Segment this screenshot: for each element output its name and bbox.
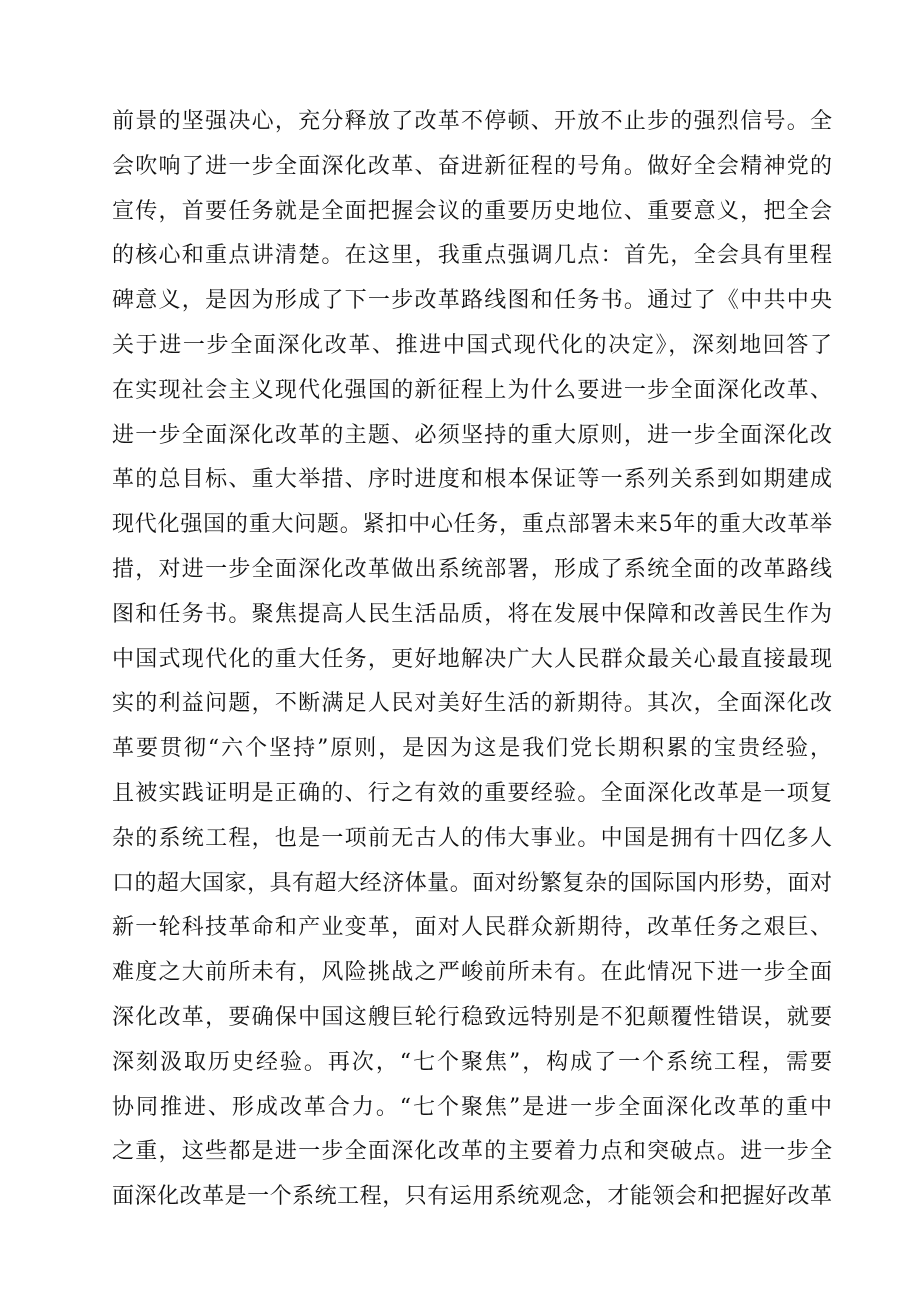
text-line: 新一轮科技革命和产业变革，面对人民群众新期待，改革任务之艰巨、: [112, 915, 832, 941]
text-line: 之重，这些都是进一步全面深化改革的主要着力点和突破点。进一步全: [112, 1139, 832, 1165]
text-line: 中国式现代化的重大任务，更好地解决广大人民群众最关心最直接最现: [112, 646, 832, 672]
text-line: 革的总目标、重大举措、序时进度和根本保证等一系列关系到如期建成: [112, 467, 832, 493]
text-line: 进一步全面深化改革的主题、必须坚持的重大原则，进一步全面深化改: [112, 422, 832, 448]
text-line: 深刻汲取历史经验。再次，“七个聚焦”，构成了一个系统工程，需要: [112, 1049, 832, 1075]
text-line: 面深化改革是一个系统工程，只有运用系统观念，才能领会和把握好改革: [112, 1184, 832, 1210]
text-line: 在实现社会主义现代化强国的新征程上为什么要进一步全面深化改革、: [112, 377, 832, 403]
text-line: 关于进一步全面深化改革、推进中国式现代化的决定》，深刻地回答了: [112, 332, 832, 358]
text-line: 碑意义，是因为形成了下一步改革路线图和任务书。通过了《中共中央: [112, 288, 832, 314]
text-line: 前景的坚强决心，充分释放了改革不停顿、开放不止步的强烈信号。全: [112, 109, 832, 134]
text-line: 的核心和重点讲清楚。在这里，我重点强调几点：首先，全会具有里程: [112, 243, 832, 269]
text-line: 实的利益问题，不断满足人民对美好生活的新期待。其次，全面深化改: [112, 691, 832, 717]
text-line: 深化改革，要确保中国这艘巨轮行稳致远特别是不犯颠覆性错误，就要: [112, 1004, 832, 1030]
text-line: 协同推进、形成改革合力。“七个聚焦”是进一步全面深化改革的重中: [112, 1094, 832, 1120]
text-line: 会吹响了进一步全面深化改革、奋进新征程的号角。做好全会精神党的: [112, 153, 832, 179]
text-line: 宣传，首要任务就是全面把握会议的重要历史地位、重要意义，把全会: [112, 198, 832, 224]
body-text: [112, 100, 832, 1220]
text-line: 杂的系统工程，也是一项前无古人的伟大事业。中国是拥有十四亿多人: [112, 825, 832, 851]
text-line: 革要贯彻“六个坚持”原则，是因为这是我们党长期积累的宝贵经验，: [112, 736, 832, 762]
text-line: 现代化强国的重大问题。紧扣中心任务，重点部署未来5年的重大改革举: [112, 512, 832, 538]
text-line: 难度之大前所未有，风险挑战之严峻前所未有。在此情况下进一步全面: [112, 960, 832, 986]
text-line: 措，对进一步全面深化改革做出系统部署，形成了系统全面的改革路线: [112, 556, 832, 582]
text-line: 且被实践证明是正确的、行之有效的重要经验。全面深化改革是一项复: [112, 780, 832, 806]
text-line: 图和任务书。聚焦提高人民生活品质，将在发展中保障和改善民生作为: [112, 601, 832, 627]
text-line: 口的超大国家，具有超大经济体量。面对纷繁复杂的国际国内形势，面对: [112, 870, 832, 896]
